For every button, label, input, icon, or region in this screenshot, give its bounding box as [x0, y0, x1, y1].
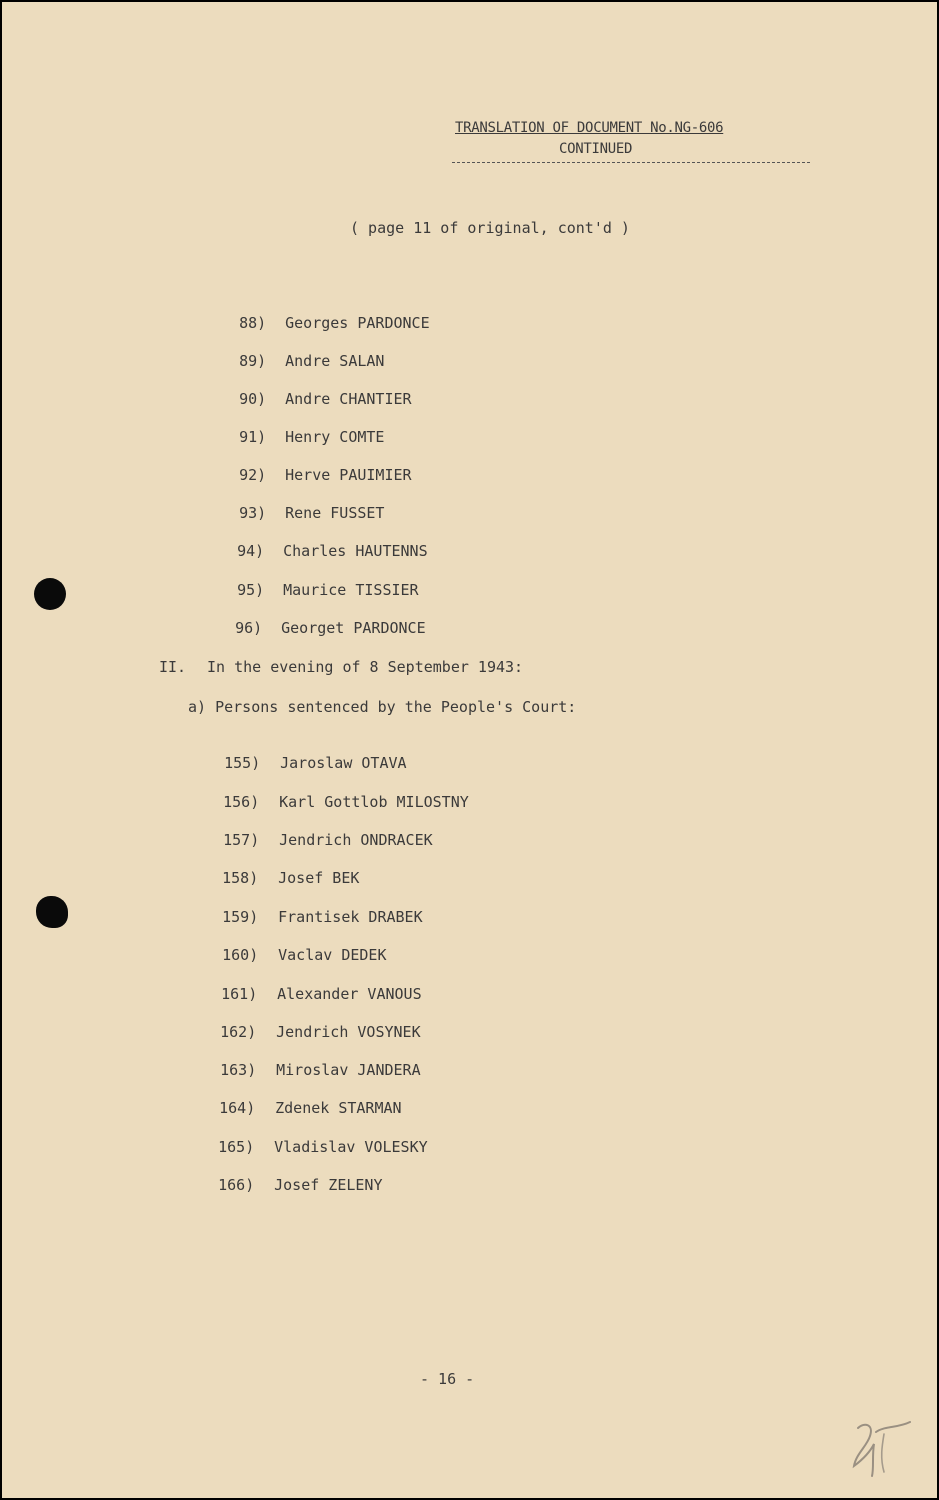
list-item	[199, 601, 426, 655]
item-number: 91)	[239, 428, 267, 446]
item-name: Zdenek STARMAN	[275, 1099, 402, 1117]
item-name: Jendrich ONDRACEK	[279, 831, 433, 849]
item-name: Vladislav VOLESKY	[274, 1138, 428, 1156]
punch-hole	[36, 896, 68, 928]
item-number: 158)	[222, 869, 259, 887]
item-name: Josef ZELENY	[274, 1176, 383, 1194]
continued-label: CONTINUED	[559, 141, 633, 157]
item-name: Henry COMTE	[285, 428, 385, 446]
section-heading-text: In the evening of 8 September 1943:	[207, 658, 524, 676]
item-number: 89)	[239, 352, 267, 370]
section-numeral: II.	[159, 658, 187, 676]
header-rule	[452, 162, 810, 163]
item-number: 166)	[218, 1176, 255, 1194]
item-number: 165)	[218, 1138, 255, 1156]
item-name: Josef BEK	[278, 869, 360, 887]
item-number: 161)	[221, 985, 258, 1003]
section-heading	[159, 658, 523, 676]
item-number: 162)	[220, 1023, 257, 1041]
item-name: Georget PARDONCE	[281, 619, 426, 637]
item-name: Jendrich VOSYNEK	[276, 1023, 421, 1041]
item-number: 88)	[239, 314, 267, 332]
section-subheading: a) Persons sentenced by the People's Court:	[188, 698, 577, 716]
item-number: 159)	[222, 908, 259, 926]
item-number: 160)	[222, 946, 259, 964]
item-number: 90)	[239, 390, 267, 408]
list-item	[182, 1158, 383, 1212]
item-name: Charles HAUTENNS	[283, 542, 428, 560]
item-name: Andre SALAN	[285, 352, 385, 370]
item-number: 155)	[224, 754, 261, 772]
page-reference: ( page 11 of original, cont'd )	[350, 219, 630, 237]
item-name: Rene FUSSET	[285, 504, 385, 522]
item-number: 157)	[223, 831, 260, 849]
item-name: Andre CHANTIER	[285, 390, 412, 408]
punch-hole	[34, 578, 66, 610]
document-title: TRANSLATION OF DOCUMENT No.NG-606	[455, 120, 724, 136]
item-number: 92)	[239, 466, 267, 484]
document-page	[2, 2, 937, 1498]
item-name: Georges PARDONCE	[285, 314, 430, 332]
document-header	[452, 120, 812, 157]
item-name: Vaclav DEDEK	[278, 946, 387, 964]
item-number: 96)	[235, 619, 263, 637]
item-number: 93)	[239, 504, 267, 522]
item-name: Frantisek DRABEK	[278, 908, 423, 926]
item-number: 94)	[237, 542, 265, 560]
item-name: Herve PAUIMIER	[285, 466, 412, 484]
item-name: Karl Gottlob MILOSTNY	[279, 793, 469, 811]
page-number: - 16 -	[420, 1370, 475, 1388]
item-number: 164)	[219, 1099, 256, 1117]
item-name: Alexander VANOUS	[277, 985, 422, 1003]
item-number: 95)	[237, 581, 265, 599]
item-number: 156)	[223, 793, 260, 811]
item-name: Jaroslaw OTAVA	[280, 754, 407, 772]
item-number: 163)	[220, 1061, 257, 1079]
item-name: Maurice TISSIER	[283, 581, 419, 599]
item-name: Miroslav JANDERA	[276, 1061, 421, 1079]
handwritten-initials	[850, 1414, 920, 1480]
